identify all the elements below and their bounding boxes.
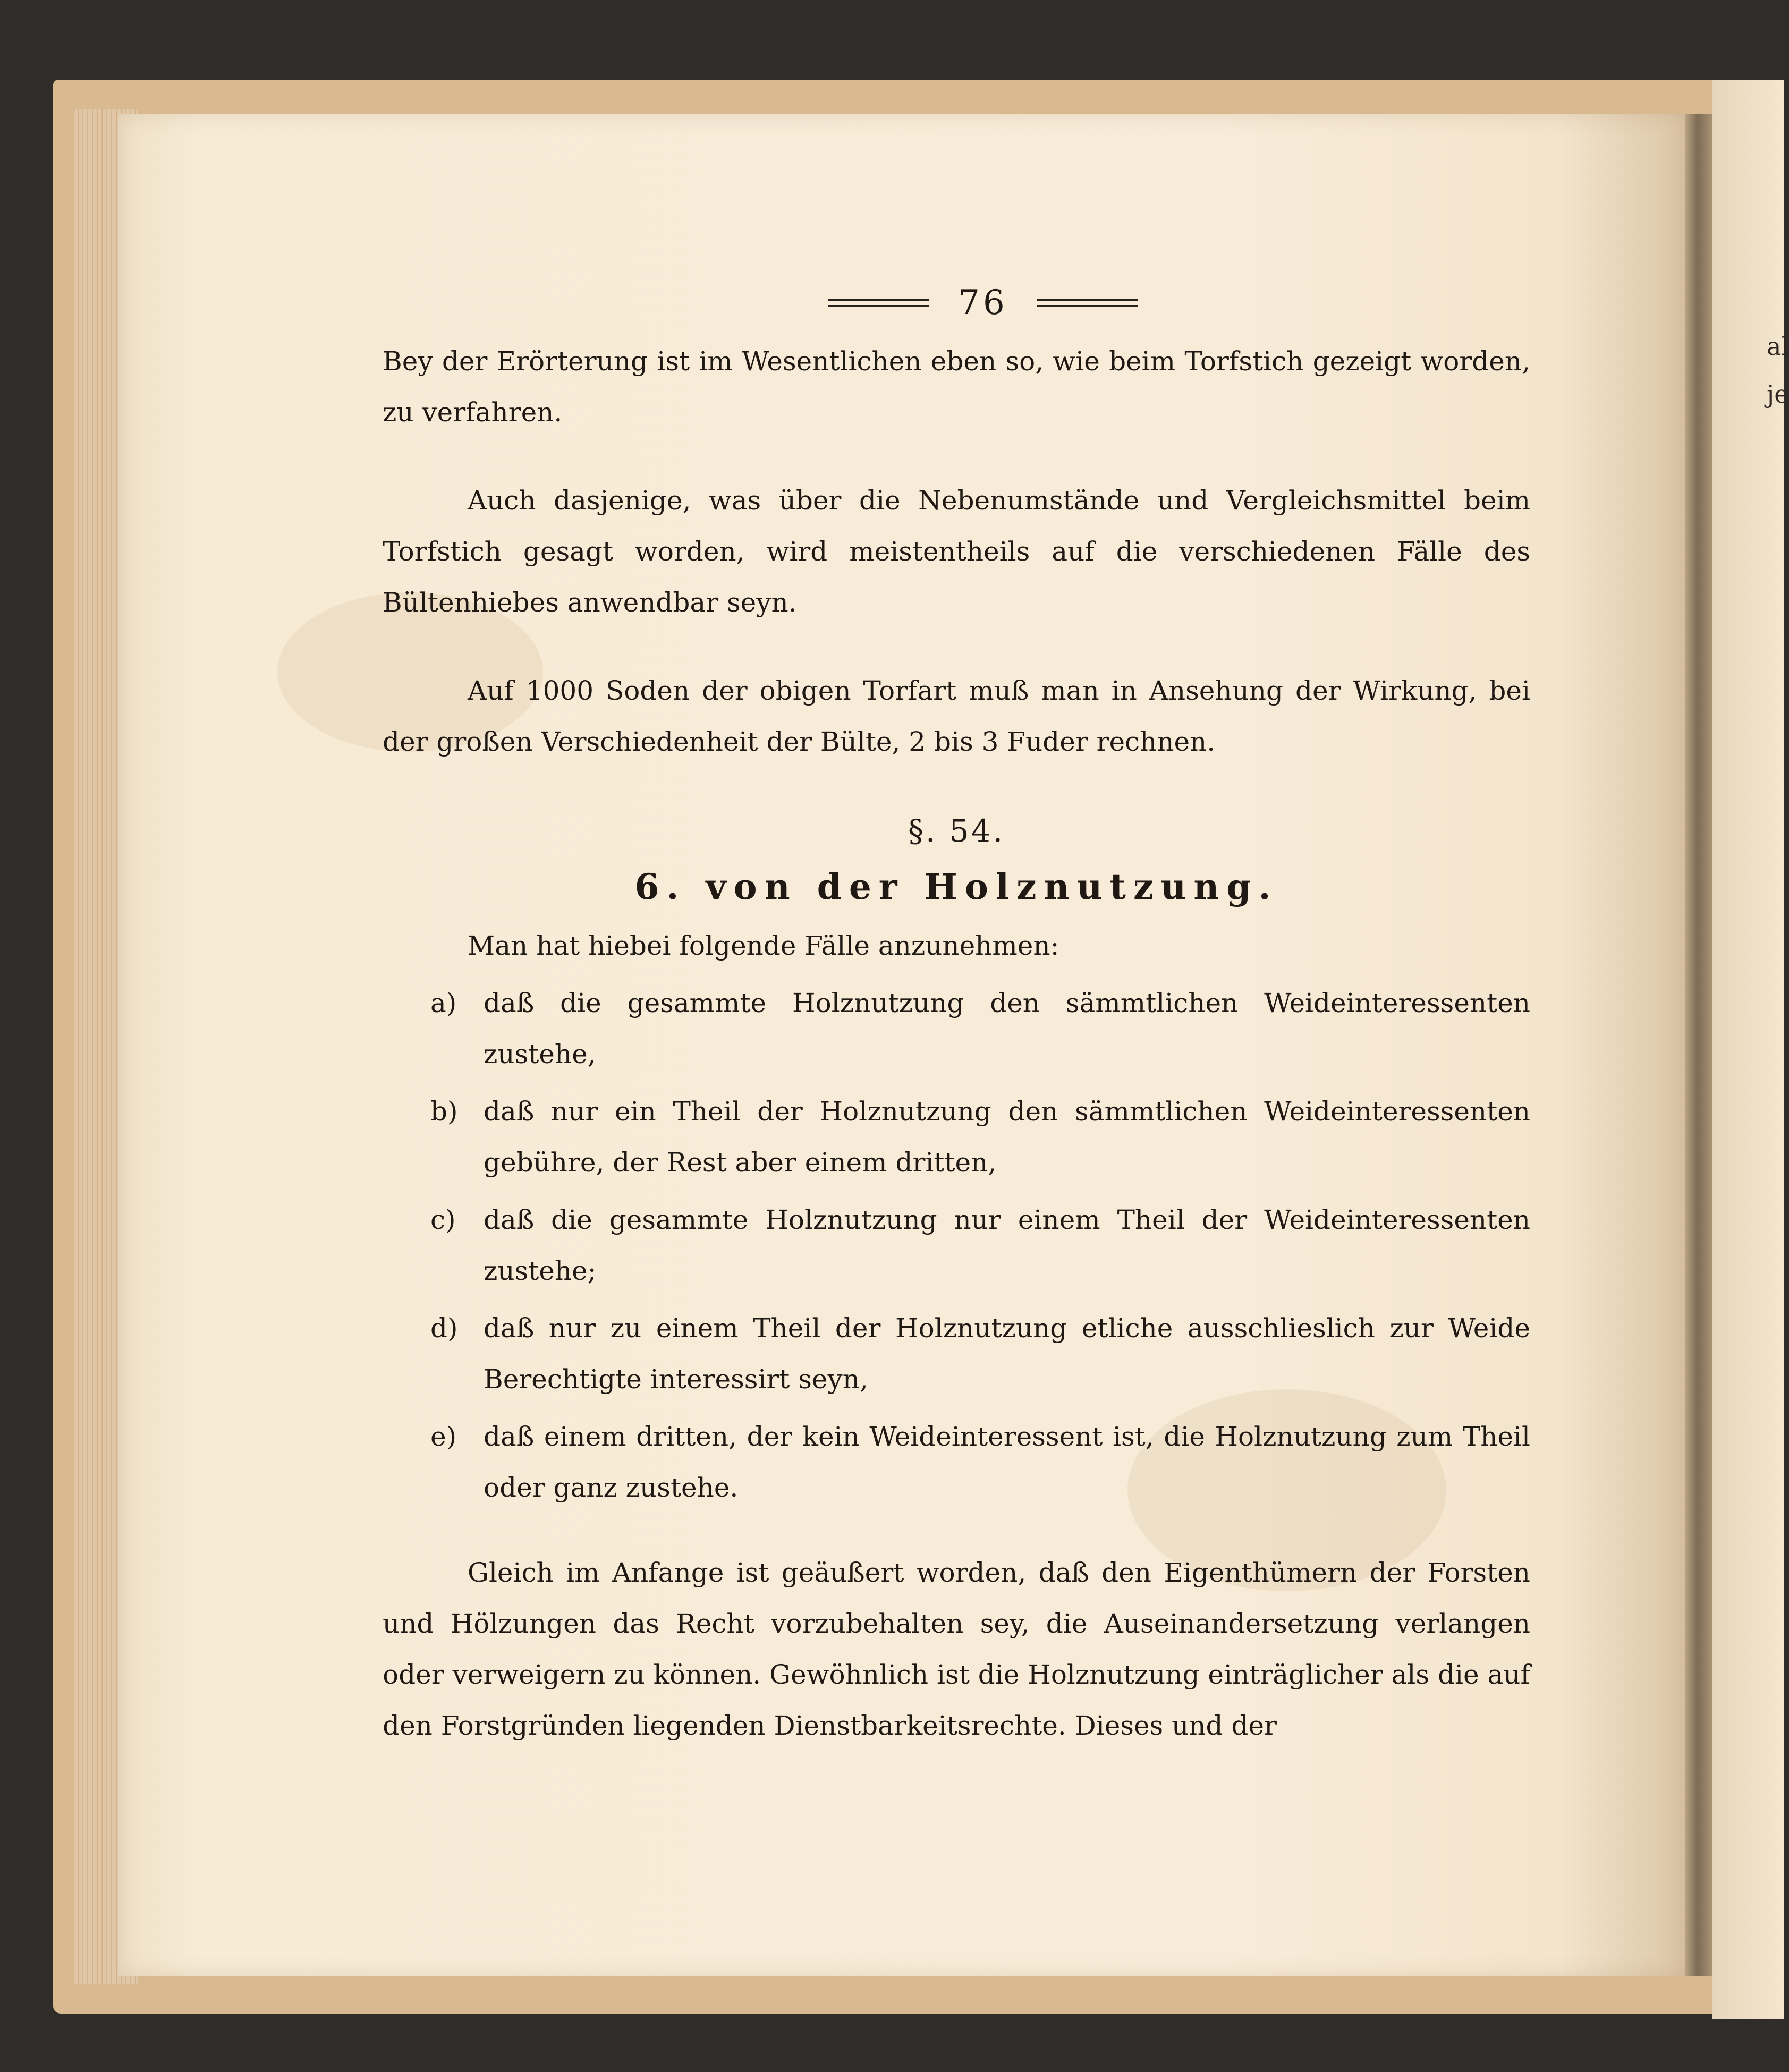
right-page-text-fragment: je <box>1767 380 1789 409</box>
list-marker: e) <box>430 1421 457 1452</box>
section-title: 6. von der Holznutzung. <box>634 866 1278 907</box>
list-item <box>430 1411 1530 1513</box>
page-content <box>383 276 1530 1751</box>
paragraph: Bey der Erörterung ist im Wesentlichen eben so, wie beim Torfstich gezeigt worden, zu verfahren. <box>383 346 1530 428</box>
list-marker: a) <box>430 988 457 1018</box>
page-header <box>436 276 1530 329</box>
paragraph: Gleich im Anfange ist geäußert worden, daß den Eigenthümern der Forsten und Hölzungen das Recht vorzubehalten sey, die Auseinandersetzung verlangen oder verweigern zu können. Gewöhnlich ist die Holznutzung einträglicher als die auf den Forstgründen liegenden Dienstbarkeitsrechte. Dieses und der <box>383 1557 1530 1741</box>
list-text: daß die gesammte Holznutzung den sämmtlichen Weideinteressenten zustehe, <box>484 988 1530 1069</box>
list-item <box>430 1194 1530 1296</box>
list-marker: d) <box>430 1313 458 1344</box>
list-item <box>430 1086 1530 1188</box>
paragraph: Auf 1000 Soden der obigen Torfart muß man in Ansehung der Wirkung, bei der großen Verschiedenheit der Bülte, 2 bis 3 Fuder rechnen. <box>383 675 1530 757</box>
header-rule-right <box>1037 299 1138 307</box>
right-page-edge <box>1712 80 1784 2019</box>
list-text: daß einem dritten, der kein Weideinteressent ist, die Holznutzung zum Theil oder ganz zustehe. <box>484 1421 1530 1503</box>
header-rule-left <box>828 299 929 307</box>
list-marker: b) <box>430 1096 458 1127</box>
book-gutter <box>1685 114 1712 1976</box>
list-text: daß die gesammte Holznutzung nur einem Theil der Weideinteressenten zustehe; <box>484 1204 1530 1286</box>
list-text: daß nur zu einem Theil der Holznutzung etliche ausschlieslich zur Weide Berechtigte interessirt seyn, <box>484 1313 1530 1395</box>
section-intro: Man hat hiebei folgende Fälle anzunehmen: <box>468 930 1059 961</box>
list-text: daß nur ein Theil der Holznutzung den sämmtlichen Weideinteressenten gebühre, der Rest aber einem dritten, <box>484 1096 1530 1178</box>
right-page-text-fragment: al <box>1767 332 1789 361</box>
case-list <box>383 978 1530 1513</box>
paragraph: Auch dasjenige, was über die Nebenumstände und Vergleichsmittel beim Torfstich gesagt worden, wird meistentheils auf die verschiedenen Fälle des Bültenhiebes anwendbar seyn. <box>383 485 1530 618</box>
page-number: 76 <box>958 283 1008 322</box>
list-marker: c) <box>430 1204 456 1235</box>
section-number: §. 54. <box>908 813 1005 849</box>
list-item <box>430 1303 1530 1405</box>
list-item <box>430 978 1530 1080</box>
